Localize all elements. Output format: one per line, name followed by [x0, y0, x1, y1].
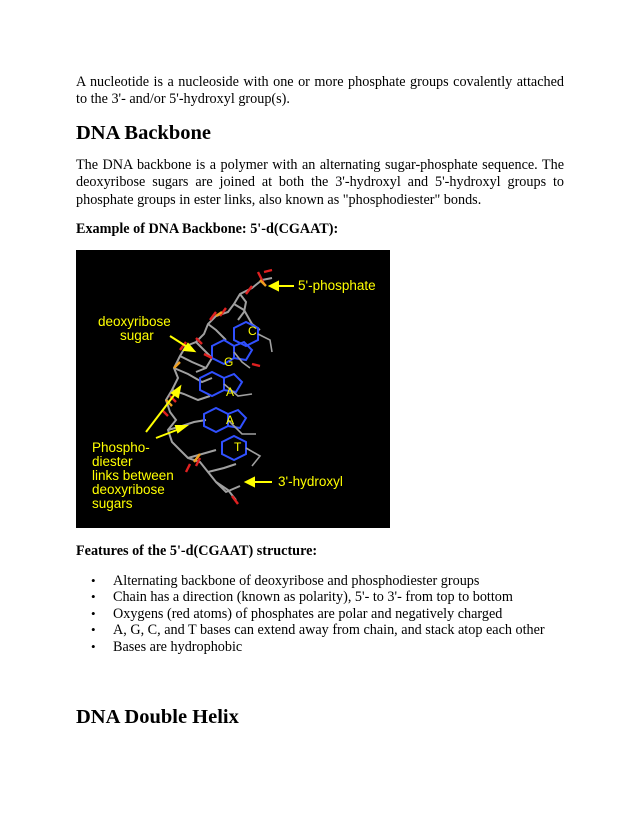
base-label-a1: A — [226, 385, 235, 399]
intro-paragraph: A nucleotide is a nucleoside with one or more phosphate groups covalently attached to the 3'- and/or 5'-hydroxyl group(s). — [76, 74, 564, 108]
label-5-phosphate: 5'-phosphate — [298, 278, 376, 293]
dna-backbone-figure — [76, 250, 390, 528]
base-label-a2: A — [226, 413, 235, 427]
list-item: • Oxygens (red atoms) of phosphates are polar and negatively charged — [76, 606, 564, 622]
list-item: • A, G, C, and T bases can extend away from chain, and stack atop each other — [76, 622, 564, 638]
base-bonds — [224, 334, 272, 466]
dna-double-helix-heading: DNA Double Helix — [76, 706, 239, 728]
label-phospho-1: Phospho- — [92, 440, 150, 455]
label-phospho-2: diester — [92, 454, 133, 469]
list-item: • Alternating backbone of deoxyribose and phosphodiester groups — [76, 573, 564, 589]
dna-backbone-heading: DNA Backbone — [76, 122, 211, 144]
label-phospho-4: deoxyribose — [92, 482, 165, 497]
base-label-t: T — [234, 440, 242, 454]
base-label-c: C — [248, 324, 257, 338]
label-phospho-3: links between — [92, 468, 174, 483]
backbone-bonds — [166, 278, 272, 500]
label-deoxyribose-2: sugar — [120, 328, 154, 343]
base-label-g: G — [224, 355, 234, 369]
label-3-hydroxyl: 3'-hydroxyl — [278, 474, 343, 489]
label-deoxyribose-1: deoxyribose — [98, 314, 171, 329]
molecule-diagram — [76, 250, 390, 528]
label-phospho-5: sugars — [92, 496, 133, 511]
dna-backbone-paragraph: The DNA backbone is a polymer with an alternating sugar-phosphate sequence. The deoxyribose sugars are joined at both the 3'-hydroxyl and 5'-hydroxyl groups to phosphate groups in ester links, also known as "phosphodiester" bonds. — [76, 157, 564, 208]
features-label: Features of the 5'-d(CGAAT) structure: — [76, 543, 318, 559]
features-list — [76, 573, 564, 655]
list-item: • Chain has a direction (known as polarity), 5'- to 3'- from top to bottom — [76, 589, 564, 605]
list-item: • Bases are hydrophobic — [76, 639, 564, 655]
example-label: Example of DNA Backbone: 5'-d(CGAAT): — [76, 221, 339, 237]
